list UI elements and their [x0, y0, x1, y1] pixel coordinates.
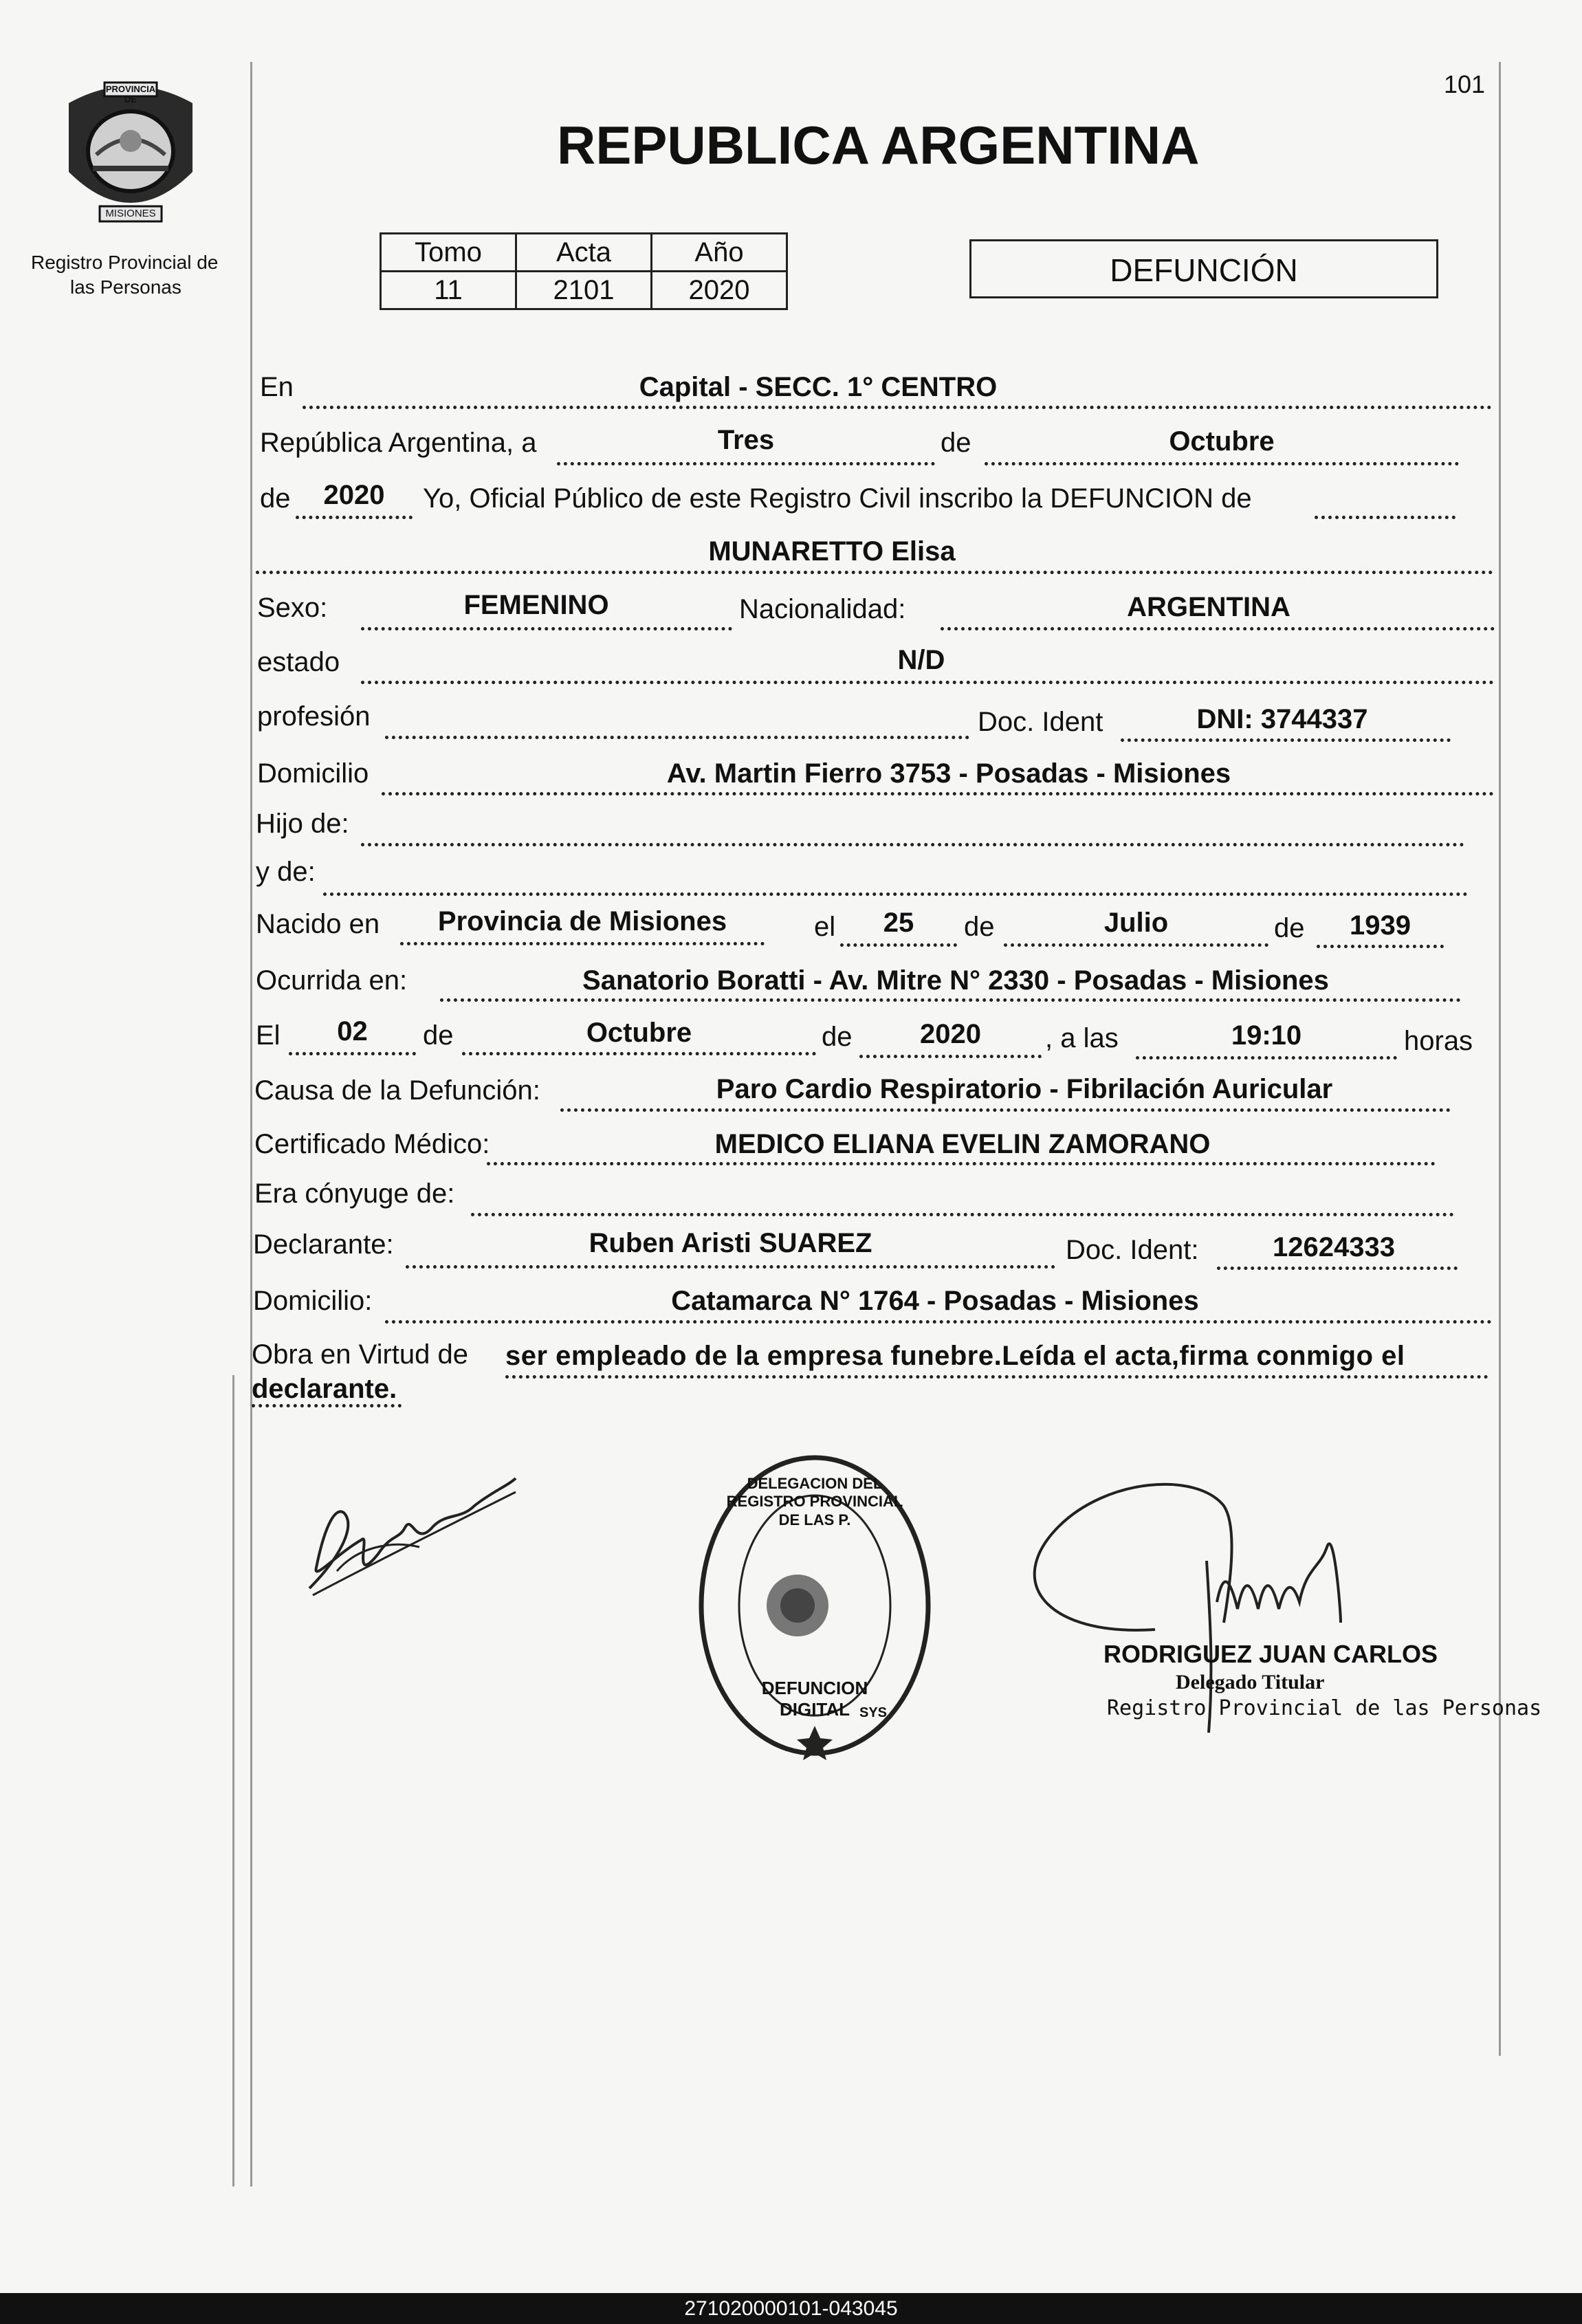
sexo-value: FEMENINO: [463, 590, 609, 620]
profesion-dots: [385, 736, 969, 739]
profesion-label: profesión: [257, 701, 371, 732]
en-value: Capital - SECC. 1° CENTRO: [639, 372, 998, 402]
year-value: 2020: [323, 480, 385, 510]
tomo-header: Tomo: [381, 234, 516, 272]
ocurrida-value: Sanatorio Boratti - Av. Mitre N° 2330 - Posadas - Misiones: [582, 965, 1329, 996]
domicilio2-value: Catamarca N° 1764 - Posadas - Misiones: [671, 1286, 1199, 1316]
doc2-value: 12624333: [1273, 1232, 1395, 1262]
certificado-value: MEDICO ELIANA EVELIN ZAMORANO: [714, 1129, 1211, 1159]
nacido-label: Nacido en: [256, 909, 380, 939]
official-text: Yo, Oficial Público de este Registro Civil inscribo la DEFUNCION de: [423, 483, 1252, 514]
ocurrida-dots: [440, 998, 1461, 1002]
obra-label: Obra en Virtud de: [252, 1339, 469, 1370]
acta-header: Acta: [516, 234, 652, 272]
doc-ident-dots: [1121, 738, 1451, 742]
declarante-dots: [406, 1265, 1055, 1269]
birth-year: 1939: [1350, 910, 1411, 941]
de-label-5: de: [423, 1020, 454, 1051]
death-time: 19:10: [1231, 1020, 1302, 1051]
anio-header: Año: [652, 234, 787, 272]
conyuge-dots: [471, 1213, 1454, 1216]
causa-label: Causa de la Defunción:: [254, 1075, 540, 1106]
birth-month-dots: [1004, 943, 1268, 947]
domicilio-value: Av. Martin Fierro 3753 - Posadas - Misiones: [666, 758, 1231, 789]
nacionalidad-value: ARGENTINA: [1127, 592, 1290, 622]
left-margin-line-lower: [232, 1375, 234, 2186]
de-label-6: de: [822, 1022, 853, 1052]
en-dots: [303, 406, 1492, 409]
footer-barcode-text: 271020000101-043045: [0, 2293, 1582, 2324]
death-day: 02: [337, 1016, 368, 1046]
conyuge-label: Era cónyuge de:: [254, 1179, 455, 1209]
birth-year-dots: [1317, 945, 1444, 948]
sexo-dots: [361, 627, 732, 631]
birth-day-dots: [840, 943, 957, 947]
left-margin-line: [250, 62, 252, 2186]
anio-value: 2020: [652, 272, 787, 309]
official-name: RODRIGUEZ JUAN CARLOS: [1103, 1640, 1438, 1668]
estado-value: N/D: [897, 645, 945, 675]
doc-ident-value: DNI: 3744337: [1196, 704, 1368, 734]
birth-month: Julio: [1103, 908, 1169, 938]
nacido-value: Provincia de Misiones: [437, 906, 727, 936]
causa-value: Paro Cardio Respiratorio - Fibrilación Auricular: [716, 1074, 1333, 1104]
el2-label: El: [256, 1020, 281, 1051]
republica-label: República Argentina, a: [260, 428, 537, 458]
stamp-outer-text: DELEGACION DEL REGISTRO PROVINCIAL DE LAS P.: [726, 1475, 903, 1528]
obra-value-line2: declarante.: [252, 1374, 397, 1404]
death-month: Octubre: [586, 1018, 692, 1048]
ocurrida-label: Ocurrida en:: [256, 965, 408, 996]
declarante-label: Declarante:: [253, 1229, 394, 1260]
death-day-dots: [289, 1052, 416, 1055]
de-label-1: de: [941, 428, 971, 458]
death-year: 2020: [920, 1019, 981, 1049]
nacionalidad-dots: [941, 627, 1495, 631]
certificado-dots: [487, 1162, 1436, 1165]
stamp-inner-text: DEFUNCION DIGITAL: [761, 1678, 868, 1720]
obra-value-line1: ser empleado de la empresa funebre.Leída el acta,firma conmigo el: [505, 1341, 1405, 1371]
right-margin-line: [1499, 62, 1501, 2056]
domicilio2-dots: [385, 1320, 1492, 1324]
nacionalidad-label: Nacionalidad:: [739, 594, 906, 624]
registry-name-line2: las Personas: [70, 276, 182, 298]
estado-label: estado: [257, 647, 340, 677]
death-time-dots: [1136, 1056, 1397, 1060]
page-title: REPUBLICA ARGENTINA: [557, 115, 1200, 175]
domicilio-label: Domicilio: [257, 758, 369, 789]
horas-label: horas: [1404, 1026, 1473, 1056]
death-month-word: Octubre: [1169, 426, 1275, 457]
declarante-value: Ruben Aristi SUAREZ: [589, 1228, 872, 1258]
death-month-dots: [462, 1052, 816, 1055]
sexo-label: Sexo:: [257, 593, 328, 623]
nacido-dots: [400, 942, 765, 945]
seal-top-text: PROVINCIA DE: [105, 84, 156, 105]
hijo-label: Hijo de:: [256, 809, 349, 839]
name-dots: [256, 571, 1493, 574]
yde-dots: [323, 892, 1468, 896]
tomo-value: 11: [381, 272, 516, 309]
doc-ident-label: Doc. Ident: [978, 707, 1103, 737]
doc2-label: Doc. Ident:: [1066, 1235, 1199, 1265]
death-year-dots: [859, 1055, 1042, 1058]
yde-label: y de:: [256, 857, 316, 887]
de-label-2: de: [260, 483, 291, 514]
registry-name-line1: Registro Provincial de: [31, 252, 219, 273]
official-title: Delegado Titular: [1176, 1671, 1325, 1693]
record-type-label: DEFUNCIÓN: [1110, 252, 1298, 288]
certificado-label: Certificado Médico:: [254, 1129, 490, 1159]
obra-dots-2: [252, 1404, 402, 1407]
obra-dots: [505, 1375, 1488, 1379]
year-dots: [296, 516, 413, 519]
official-org: Registro Provincial de las Personas: [1107, 1696, 1542, 1720]
death-day-word: Tres: [717, 425, 775, 455]
acta-value: 2101: [516, 272, 652, 309]
alas-label: , a las: [1045, 1023, 1119, 1053]
deceased-name: MUNARETTO Elisa: [708, 536, 956, 567]
record-table: [380, 232, 788, 310]
de-label-3: de: [964, 912, 995, 942]
domicilio2-label: Domicilio:: [253, 1286, 373, 1316]
birth-day: 25: [883, 908, 914, 938]
en-label: En: [260, 372, 294, 402]
official-dots: [1315, 516, 1455, 519]
stamp-bottom-text: SYS: [859, 1705, 888, 1720]
month-dots: [985, 462, 1459, 465]
el-label: el: [814, 912, 836, 942]
de-label-4: de: [1274, 913, 1305, 943]
causa-dots: [560, 1108, 1451, 1112]
declarant-signature: [296, 1451, 523, 1609]
seal-bottom-text: MISIONES: [105, 208, 156, 219]
page-number: 101: [1444, 70, 1486, 98]
domicilio-dots: [382, 792, 1494, 796]
doc2-dots: [1217, 1267, 1458, 1270]
day-dots: [557, 462, 935, 465]
hijo-dots: [361, 843, 1464, 846]
estado-dots: [361, 681, 1494, 684]
